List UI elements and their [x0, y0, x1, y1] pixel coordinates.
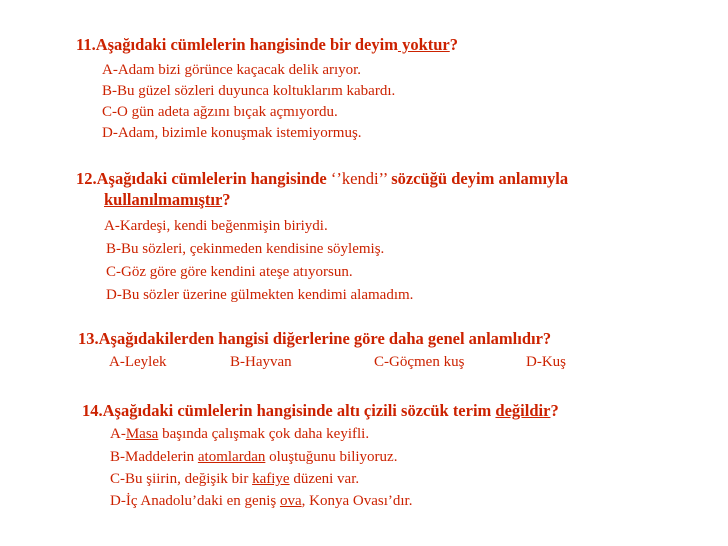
question-14-keyword: değildir: [495, 401, 551, 420]
q14-option-c-prefix: C-Bu şiirin, değişik bir: [110, 471, 253, 487]
q14-option-d-rest: , Konya Ovası’dır.: [301, 493, 413, 509]
question-11-text: 11.Aşağıdaki cümlelerin hangisinde bir deyim: [76, 35, 398, 54]
q14-option-a-rest: başında çalışmak çok daha keyifli.: [158, 426, 370, 442]
q12-option-d: D-Bu sözler üzerine gülmekten kendimi alamadım.: [106, 287, 414, 303]
q13-option-d: D-Kuş: [526, 354, 566, 370]
q14-option-b-prefix: B-Maddelerin: [110, 449, 198, 465]
q14-option-a-term: Masa: [125, 426, 159, 442]
q14-option-b-term: atomlardan: [197, 449, 266, 465]
q14-option-a: [110, 427, 369, 442]
q14-option-a-prefix: A-: [110, 426, 126, 442]
q14-option-b: [110, 450, 397, 465]
q14-option-d: [110, 494, 412, 509]
question-12-text: 12.Aşağıdaki cümlelerin hangisinde: [76, 169, 327, 188]
question-13: 13.Aşağıdakilerden hangisi diğerlerine göre daha genel anlamlıdır?: [78, 329, 552, 348]
question-12-end: ?: [222, 190, 231, 209]
question-12-text2: sözcüğü deyim anlamıyla: [391, 169, 569, 188]
q13-option-c: C-Göçmen kuş: [374, 354, 465, 370]
q11-option-a: A-Adam bizi görünce kaçacak delik arıyor.: [102, 62, 362, 78]
q12-option-c: C-Göz göre göre kendini ateşe atıyorsun.: [106, 264, 353, 280]
question-11-keyword: yoktur: [397, 35, 450, 54]
question-14: [82, 403, 559, 420]
q11-option-b: B-Bu güzel sözleri duyunca koltuklarım kabardı.: [102, 83, 396, 99]
q12-option-b: B-Bu sözleri, çekinmeden kendisine söylemiş.: [106, 241, 385, 257]
q13-option-b: B-Hayvan: [230, 354, 292, 370]
question-11: [76, 37, 458, 54]
q11-option-c: C-O gün adeta ağzını bıçak açmıyordu.: [102, 104, 338, 120]
question-12-keyword: kullanılmamıştır: [104, 190, 223, 209]
q14-option-c-term: kafiye: [252, 471, 290, 487]
question-12-quoted: ‘’kendi’’: [326, 169, 392, 188]
question-12-line2: [104, 192, 231, 209]
q14-option-c-rest: düzeni var.: [289, 471, 360, 487]
q11-option-d: D-Adam, bizimle konuşmak istemiyormuş.: [102, 125, 362, 141]
question-11-end: ?: [449, 35, 458, 54]
q14-option-d-term: ova: [279, 493, 302, 509]
q14-option-c: [110, 472, 359, 487]
q14-option-b-rest: oluştuğunu biliyoruz.: [265, 449, 398, 465]
question-12: [76, 171, 568, 188]
question-14-end: ?: [550, 401, 559, 420]
q13-option-a: A-Leylek: [109, 354, 167, 370]
question-14-text: 14.Aşağıdaki cümlelerin hangisinde altı çizili sözcük terim: [82, 401, 492, 420]
q14-option-d-prefix: D-İç Anadolu’daki en geniş: [110, 493, 280, 509]
q12-option-a: A-Kardeşi, kendi beğenmişin biriydi.: [104, 218, 328, 234]
